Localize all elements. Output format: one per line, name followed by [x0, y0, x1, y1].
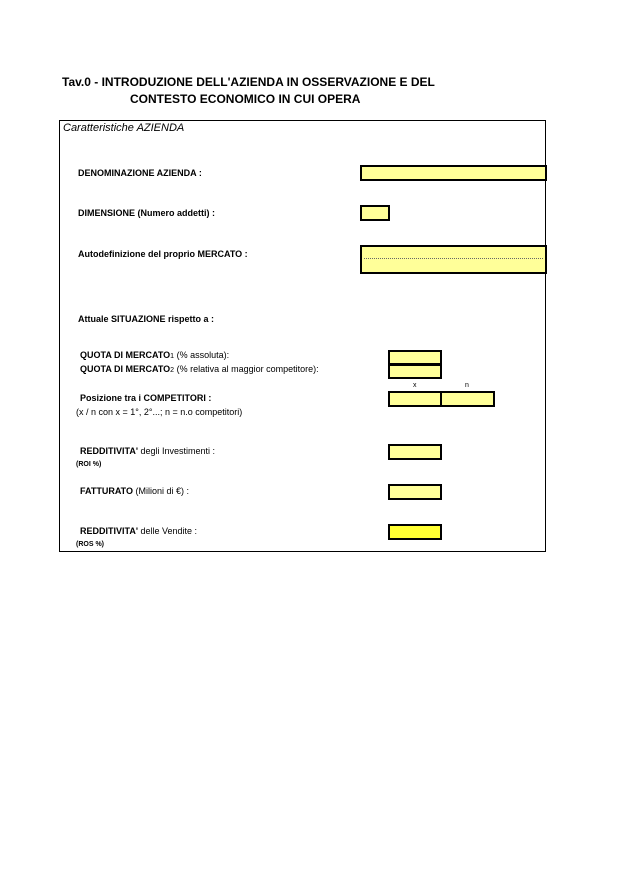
- fatturato-label-bold: FATTURATO: [80, 486, 133, 496]
- mercato-input[interactable]: [360, 245, 547, 274]
- posizione-label: Posizione tra i COMPETITORI :: [80, 393, 212, 403]
- ros-label-rest: delle Vendite :: [137, 526, 198, 536]
- posizione-n-input[interactable]: [440, 391, 495, 407]
- roi-label-rest: degli Investimenti :: [137, 446, 216, 456]
- quota2-subscript: 2: [170, 367, 175, 374]
- col-n-label: n: [465, 382, 469, 389]
- ros-label: [80, 526, 197, 536]
- quota2-label-rest: (% relativa al maggior competitore):: [174, 364, 319, 374]
- ros-input[interactable]: [388, 524, 442, 540]
- quota1-label-rest: (% assoluta):: [174, 350, 230, 360]
- fatturato-label-rest: (Milioni di €) :: [133, 486, 190, 496]
- denominazione-input[interactable]: [360, 165, 547, 181]
- fatturato-label: [80, 486, 189, 496]
- quota2-input[interactable]: [388, 364, 442, 379]
- posizione-x-input[interactable]: [388, 391, 442, 407]
- posizione-note: (x / n con x = 1°, 2°...; n = n.o competitori): [76, 407, 243, 417]
- section-title: Caratteristiche AZIENDA: [63, 122, 185, 134]
- title-line-2: CONTESTO ECONOMICO IN CUI OPERA: [130, 92, 361, 106]
- quota2-label-bold: QUOTA DI MERCATO: [80, 364, 171, 374]
- ros-note: (ROS %): [76, 541, 104, 548]
- quota1-subscript: 1: [170, 353, 175, 360]
- denominazione-label: DENOMINAZIONE AZIENDA :: [78, 168, 202, 178]
- tav-label: Tav.0: [62, 75, 91, 89]
- title-line-1: - INTRODUZIONE DELL'AZIENDA IN OSSERVAZIONE E DEL: [90, 75, 435, 89]
- roi-note: (ROI %): [76, 461, 102, 468]
- quota1-label: [80, 350, 229, 360]
- dimensione-input[interactable]: [360, 205, 390, 221]
- page-title: [62, 75, 435, 89]
- roi-label: [80, 446, 215, 456]
- quota1-input[interactable]: [388, 350, 442, 365]
- quota1-label-bold: QUOTA DI MERCATO: [80, 350, 171, 360]
- dimensione-label: DIMENSIONE (Numero addetti) :: [78, 208, 216, 218]
- roi-label-bold: REDDITIVITA': [80, 446, 138, 456]
- quota2-label: [80, 364, 319, 374]
- mercato-divider: [364, 258, 543, 259]
- mercato-label: Autodefinizione del proprio MERCATO :: [78, 249, 248, 259]
- situazione-label: Attuale SITUAZIONE rispetto a :: [78, 314, 215, 324]
- col-x-label: x: [413, 382, 417, 389]
- fatturato-input[interactable]: [388, 484, 442, 500]
- ros-label-bold: REDDITIVITA': [80, 526, 138, 536]
- roi-input[interactable]: [388, 444, 442, 460]
